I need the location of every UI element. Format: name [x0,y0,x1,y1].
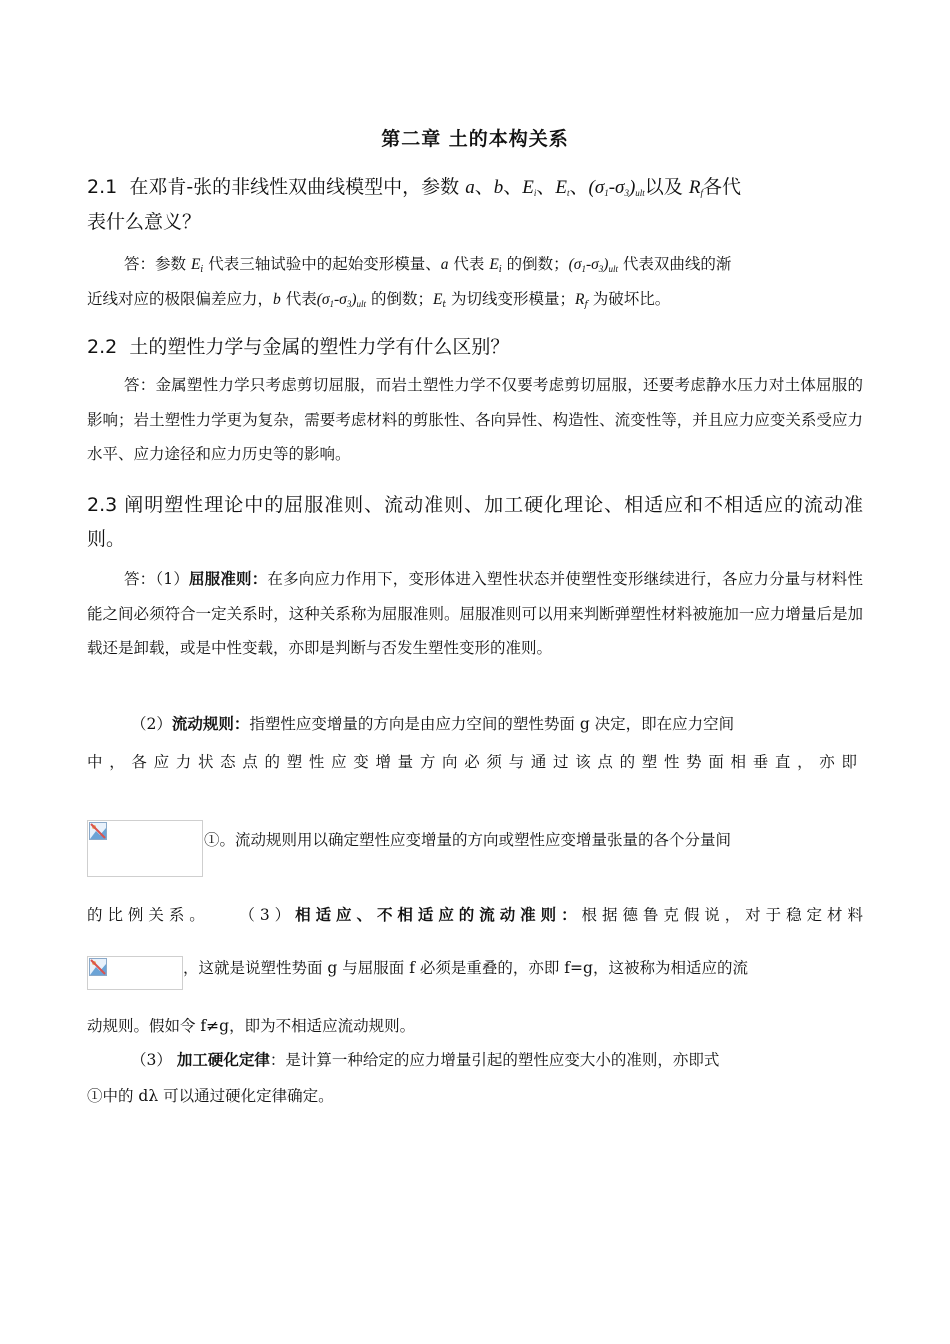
answer-2-3-hardening-line-1: （3） 加工硬化定律：是计算一种给定的应力增量引起的塑性应变大小的准则，亦即式 [131,1050,720,1069]
answer-2-3-hardening-line-2: ①中的 dλ 可以通过硬化定律确定。 [87,1087,334,1105]
question-number: 2.2 [87,336,118,358]
term-hardening-law: 加工硬化定律 [176,1050,270,1069]
answer-2-2: 答：金属塑性力学只考虑剪切屈服，而岩土塑性力学不仅要考虑剪切屈服，还要考虑静水压力对土体屈服的影响；岩土塑性力学更为复杂，需要考虑材料的剪胀性、各向异性、构造性、流变性等，并且应力应变关系受应力水平、应力途径和应力历史等的影响。 [87,376,863,463]
question-number: 2.3 [87,494,118,516]
question-number: 2.1 [87,176,118,198]
question-2-3: 2.3 阐明塑性理论中的屈服准则、流动准则、加工硬化理论、相适应和不相适应的流动准则。 [87,494,863,550]
answer-2-3-associated-line-3: 动规则。假如令 f≠g，即为不相适应流动规则。 [87,1017,416,1035]
answer-2-3-yield: 答：（1）屈服准则：在多向应力作用下，变形体进入塑性状态并使塑性变形继续进行，各应力分量与材料性能之间必须符合一定关系时，这种关系称为屈服准则。屈服准则可以用来判断弹塑性材料被施加一应力增量后是加载还是卸载，或是中性变载，亦即是判断与否发生塑性变形的准则。 [87,569,863,657]
answer-2-3-associated-line-1: 的比例关系。 （3）相适应、不相适应的流动准则：根据德鲁克假说，对于稳定材料 [87,905,863,924]
equation-image-placeholder [87,820,203,877]
answer-2-3-flow-line-1: （2）流动规则：指塑性应变增量的方向是由应力空间的塑性势面 g 决定，即在应力空间 [131,714,735,733]
term-associated-flow-rule: 相适应、不相适应的流动准则： [295,905,582,924]
answer-2-1-line-1: 答：参数 $E_i$ 代表三轴试验中的起始变形模量、a 代表 $E_i$ 的倒数；$(\sigma_1-\sigma_3)_{ult}$ 代表双曲线的渐 [124,255,732,275]
chapter-title: 第二章 土的本构关系 [381,128,569,150]
answer-2-3-flow-line-2: 中，各应力状态点的塑性应变增量方向必须与通过该点的塑性势面相垂直，亦即 [87,753,863,771]
question-2-1: 2.1 在邓肯-张的非线性双曲线模型中，参数 a、b、$E_i$、$E_t$、$(\sigma_1-\sigma_3)_{ult}$以及 $R_f$各代 表什么意义？ [87,176,741,233]
broken-image-icon [89,958,107,976]
question-2-2: 2.2 土的塑性力学与金属的塑性力学有什么区别？ [87,336,510,358]
broken-image-icon [89,822,107,840]
answer-2-1-line-2: 近线对应的极限偏差应力，b 代表$(\sigma_1-\sigma_3)_{ult}$ 的倒数；$E_t$ 为切线变形模量；$R_f$ 为破坏比。 [87,290,671,310]
equation-image-placeholder [87,956,183,990]
term-yield-criterion: 屈服准则： [189,569,268,588]
answer-2-3-associated-line-2: ，这就是说塑性势面 g 与屈服面 f 必须是重叠的，亦即 f=g，这被称为相适应的流 [183,959,748,977]
answer-2-3-flow-line-3: ①。流动规则用以确定塑性应变增量的方向或塑性应变增量张量的各个分量间 [204,831,732,849]
term-flow-rule: 流动规则： [171,714,250,733]
